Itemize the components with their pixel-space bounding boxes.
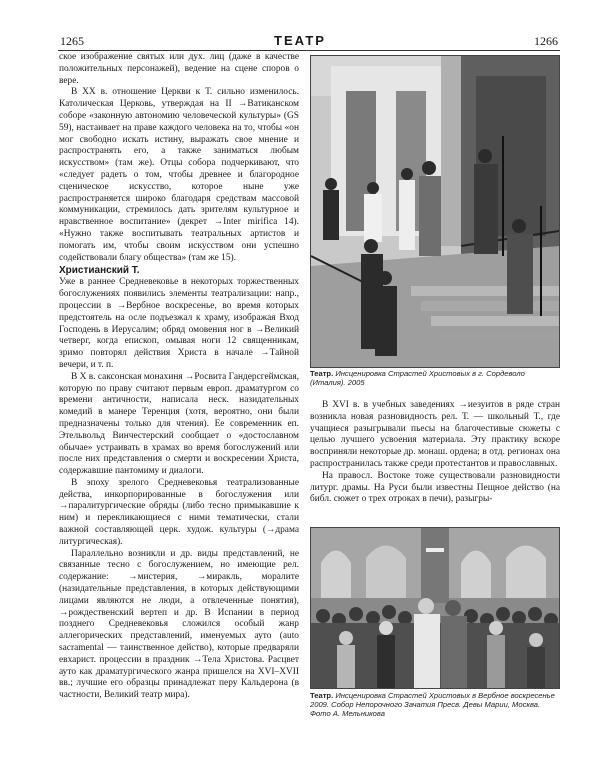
paragraph: В XVI в. в учебных заведениях →иезуитов в ряде стран возникла новая разновидность рел. Т. — школьный Т., где учащиеся разыгрывали пьесы на благочестивые сюжеты с целью лучшего усвоения материала. Эту практику вскоре восприняли некоторые др. монаш. ордена; в отд. регионах она распространилась также среди протестантов и православных. <box>310 400 560 469</box>
photo-passion-play-moscow-cathedral <box>310 527 560 689</box>
caption-text: Инсценировка Страстей Христовых в Вербное воскресенье 2009. Собор Непорочного Зачатия Пресв. Девы Марии, Москва. Фото А. Мельникова <box>310 691 555 719</box>
paragraph: В эпоху зрелого Средневековья театрализованные действа, инкорпорированные в богослужения или →паралитургические обряды (либо тесно примыкавшие к ним) и перекликающиеся с ними тематически, стали важной составляющей церк. худож. культуры (→драма литургическая). <box>59 477 299 547</box>
photo-illustration <box>311 56 559 367</box>
caption-label: Театр. <box>310 369 334 378</box>
caption-label: Театр. <box>310 691 334 700</box>
caption-text: Инсценировка Страстей Христовых в г. Сордеволо (Италия). 2005 <box>310 369 525 388</box>
right-text-column <box>310 400 560 506</box>
photo-illustration <box>311 528 559 688</box>
photo-caption <box>310 369 560 387</box>
page-number-left: 1265 <box>60 34 84 48</box>
paragraph: В XX в. отношение Церкви к Т. сильно изменилось. Католическая Церковь, утверждая на II →Ватиканском соборе «законную автономию человеческой культуры» (GS 59), настаивает на праве каждого человека на то, чтобы «он мог свободно искать истину, выражать свое мнение и распространять его, а также заниматься любым искусством» (там же). Отцы собора подчеркивают, что «следует радеть о том, чтобы древнее и благородное сценическое искусство, которое ныне уже распространяется широко благодаря средствам массовой коммуникации, стремилось дать зрителям культурное и нравственное воспитание» (декрет →Inter mirifica 14). «Нужно также воспитывать театральных артистов и помогать им, чтобы своим искусством они успешно содействовали благу общества» (там же 15). <box>59 87 299 263</box>
left-text-column <box>59 52 299 702</box>
photo-passion-play-sordevolo <box>310 55 560 368</box>
header-rule <box>58 50 560 51</box>
section-heading: Христианский Т. <box>59 265 140 277</box>
paragraph: В X в. саксонская монахиня →Росвита Гандерсгеймская, которую по праву считают первым европ. драматургом со времени античности, написала неск. назидательных комедий в манере Теренция (хотя, вероятно, они были предназначены только для чтения). Ее современник еп. Этельвольд Винчестерский сообщает о «достославном обычае» устраивать в храмах во время богослужений или после них представления о смерти и воскресении Христа, содержавшие пантомиму и диалоги. <box>59 371 299 477</box>
paragraph: Уже в раннее Средневековье в некоторых торжественных богослужениях появились элементы театрализации: напр., процессии в →Вербное воскресенье, во время которых предстоятель на осле подъезжал к храму, изображая Вход Господень в Иерусалим; обряд омовения ног в →Великий четверг, когда епископ, омывая ноги 12 священникам, зримо повторял действия Христа в начале →Тайной вечери, и т. п. <box>59 277 299 370</box>
running-title: ТЕАТР <box>274 33 326 48</box>
paragraph: ское изображение святых или дух. лиц (даже в качестве положительных персонажей), ведение на сцене споров о вере. <box>59 52 299 86</box>
paragraph: Параллельно возникли и др. виды представлений, не связанные тесно с богослужением, но имеющие рел. содержание: →мистерия, →миракль, моралите (назидательные представления, в которых действующими лицами являются не люди, а отвлеченные понятия), →рождественский вертеп и др. В Испании в период позднего Средневековья сложился особый жанр аллегорических представлений, именуемых ауто (auto sacramental — таинственное действо), которые предваряли евхарист. процессии в праздник →Тела Христова. Расцвет ауто как драматургического жанра пришелся на XVI–XVII вв.; лучшие его образцы принадлежат перу Кальдерона (в частности, Великий театр мира). <box>59 548 299 701</box>
photo-caption <box>310 691 560 719</box>
page-number-right: 1266 <box>534 34 558 48</box>
paragraph: На правосл. Востоке тоже существовали разновидности литург. драмы. На Руси были известны Пещное действо (на библ. сюжет о трех отроках в печи), разыгры- <box>310 470 560 505</box>
